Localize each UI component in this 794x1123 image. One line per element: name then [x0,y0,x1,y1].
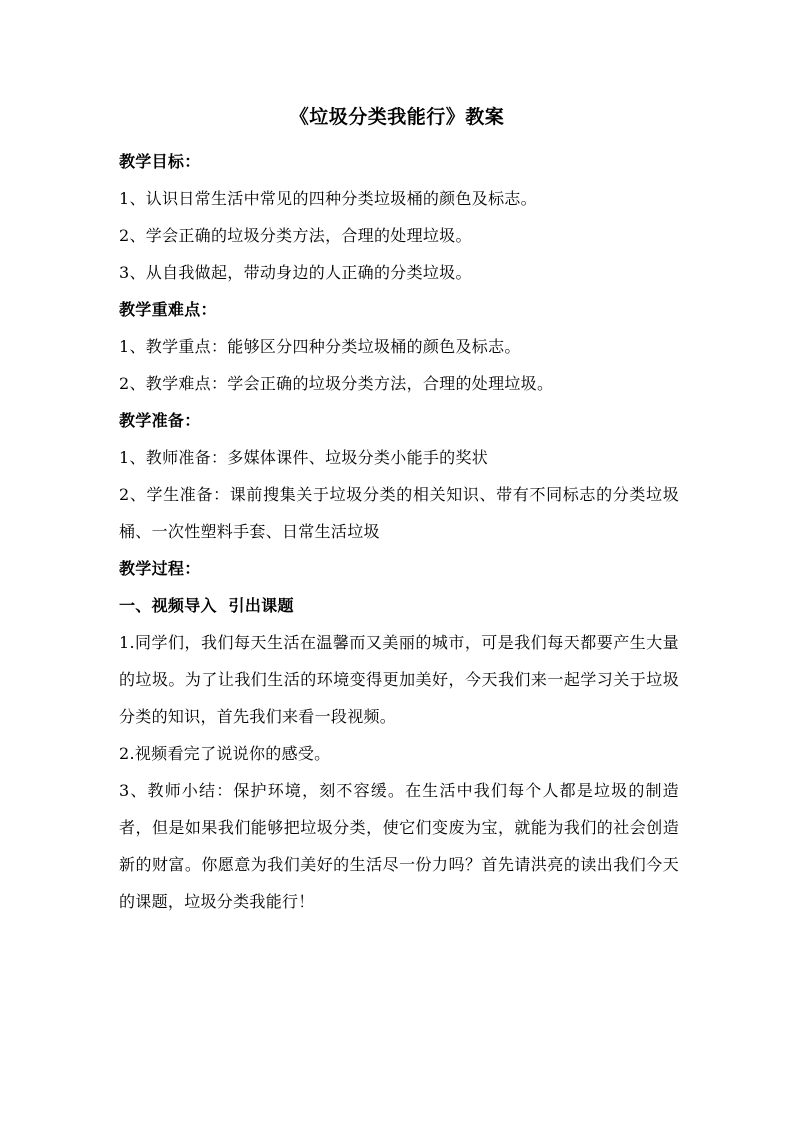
objective-item-2: 2、学会正确的垃圾分类方法，合理的处理垃圾。 [119,226,472,245]
process-item-3: 3、教师小结：保护环境，刻不容缓。在生活中我们每个人都是垃圾的制造者，但是如果我们能够把垃圾分类，使它们变废为宝，就能为我们的社会创造新的财富。你愿意为我们美好的生活尽一份力吗？首先请洪亮的读出我们今天的课题，垃圾分类我能行！ [119,781,679,911]
key-points-heading: 教学重难点： [119,300,217,319]
process-item-2: 2.视频看完了说说你的感受。 [119,744,331,763]
key-point-item-2: 2、教学难点：学会正确的垃圾分类方法，合理的处理垃圾。 [119,374,554,393]
objective-item-1: 1、认识日常生活中常见的四种分类垃圾桶的颜色及标志。 [119,189,537,208]
document-title: 《垃圾分类我能行》教案 [289,106,505,128]
objectives-heading: 教学目标： [119,152,201,171]
preparation-heading: 教学准备： [119,411,201,430]
process-heading: 教学过程： [119,559,201,578]
preparation-item-1: 1、教师准备：多媒体课件、垃圾分类小能手的奖状 [119,448,489,467]
section1-heading: 一、视频导入 引出课题 [119,596,294,615]
process-item-1: 1.同学们，我们每天生活在温馨而又美丽的城市，可是我们每天都要产生大量的垃圾。为了让我们生活的环境变得更加美好，今天我们来一起学习关于垃圾分类的知识，首先我们来看一段视频。 [119,633,679,726]
preparation-item-2: 2、学生准备：课前搜集关于垃圾分类的相关知识、带有不同标志的分类垃圾桶、一次性塑料手套、日常生活垃圾 [119,485,679,541]
key-point-item-1: 1、教学重点：能够区分四种分类垃圾桶的颜色及标志。 [119,337,521,356]
document-body [119,143,679,920]
objective-item-3: 3、从自我做起，带动身边的人正确的分类垃圾。 [119,263,472,282]
